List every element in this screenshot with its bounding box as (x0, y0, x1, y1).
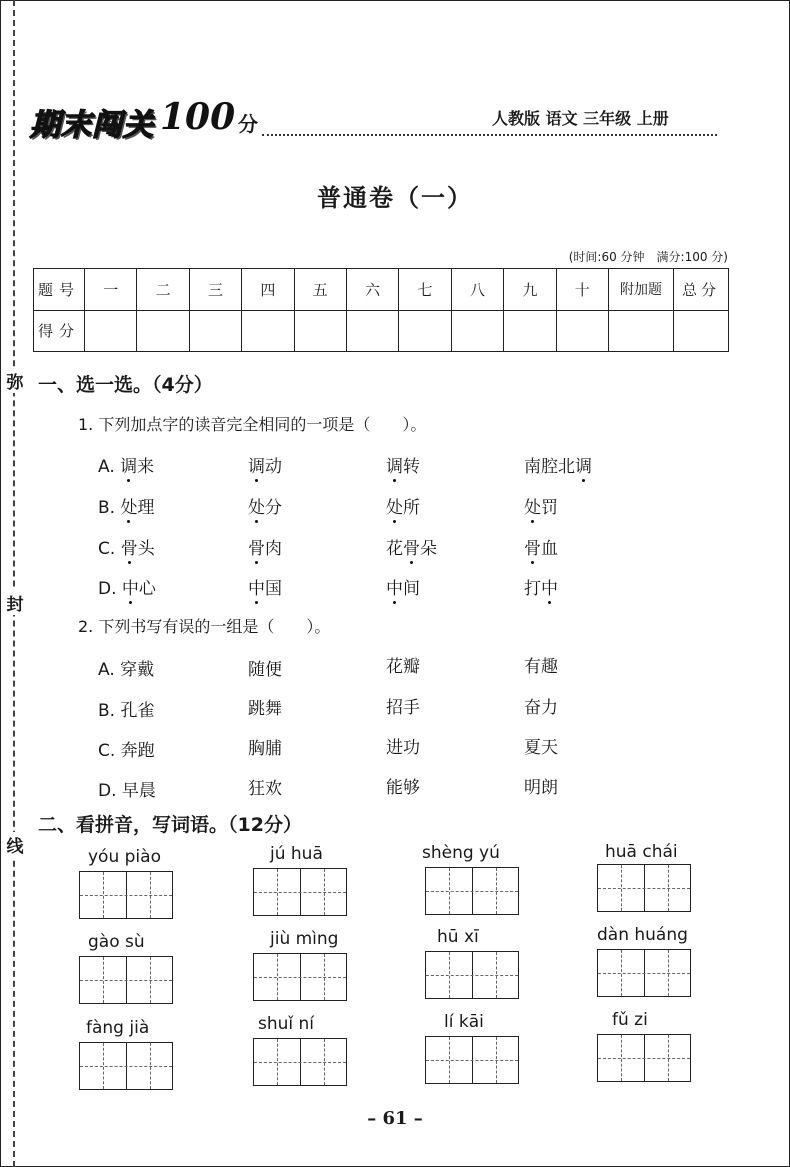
margin-label-xian: 线 (4, 832, 26, 857)
writing-grid[interactable] (597, 949, 691, 997)
column-6: 六 (346, 269, 398, 311)
score-cell[interactable] (85, 310, 137, 352)
writing-grid[interactable] (79, 871, 173, 919)
q1-option-c[interactable]: C. 骨头 (98, 539, 155, 559)
score-table (33, 268, 729, 352)
q2-a-word-2: 随便 (248, 660, 282, 680)
writing-grid[interactable] (425, 1036, 519, 1084)
q1-option-a[interactable]: A. 调来 (98, 457, 155, 477)
q1-option-d[interactable]: D. 中心 (98, 579, 156, 599)
q2-c-word-4: 夏天 (524, 738, 558, 758)
writing-grid[interactable] (597, 864, 691, 912)
header-dotted-line (262, 134, 717, 136)
paper-title: 普通卷（一） (317, 184, 473, 212)
brand-logo: 期末闯关 (30, 108, 154, 143)
score-cell[interactable] (242, 310, 294, 352)
pinyin-label: shèng yú (422, 843, 500, 863)
margin-label-mi: 弥 (4, 368, 26, 393)
score-cell[interactable] (451, 310, 503, 352)
column-8: 八 (451, 269, 503, 311)
pinyin-label: hū xī (437, 927, 479, 947)
score-cell[interactable] (609, 310, 674, 352)
question-2: 2. 下列书写有误的一组是（ ）。 (78, 617, 331, 636)
q1-option-b[interactable]: B. 处理 (98, 498, 155, 518)
cut-line (13, 0, 15, 1167)
q1-a-word-2: 调动 (248, 457, 282, 477)
table-row-label: 题号 (34, 269, 85, 311)
q1-d-word-3: 中间 (386, 579, 420, 599)
q1-c-word-4: 骨血 (524, 539, 558, 559)
column-5: 五 (294, 269, 346, 311)
q1-b-word-3: 处所 (386, 498, 420, 518)
q2-option-c[interactable]: C. 奔跑 (98, 741, 155, 761)
column-3: 三 (189, 269, 241, 311)
pinyin-label: dàn huáng (597, 925, 688, 945)
score-table-score-row (34, 310, 729, 352)
q2-d-word-4: 明朗 (524, 778, 558, 798)
q2-a-word-4: 有趣 (524, 657, 558, 677)
q2-d-word-2: 狂欢 (248, 779, 282, 799)
score-cell[interactable] (189, 310, 241, 352)
table-row-label: 得分 (34, 310, 85, 352)
column-2: 二 (137, 269, 189, 311)
score-cell[interactable] (346, 310, 398, 352)
writing-grid[interactable] (597, 1034, 691, 1082)
q2-b-word-3: 招手 (386, 698, 420, 718)
q1-a-word-3: 调转 (386, 457, 420, 477)
q1-b-word-2: 处分 (248, 498, 282, 518)
q2-c-word-3: 进功 (386, 738, 420, 758)
column-total: 总分 (674, 269, 729, 311)
q2-b-word-2: 跳舞 (248, 699, 282, 719)
q1-c-word-3: 花骨朵 (386, 539, 437, 559)
section-2-title: 二、看拼音，写词语。（12分） (38, 814, 302, 836)
pinyin-label: fǔ zi (612, 1010, 648, 1030)
writing-grid[interactable] (425, 867, 519, 915)
pinyin-label: jú huā (270, 844, 323, 864)
q1-d-word-4: 打中 (524, 579, 558, 599)
column-extra: 附加题 (609, 269, 674, 311)
margin-label-feng: 封 (4, 590, 26, 615)
pinyin-label: shuǐ ní (258, 1014, 315, 1034)
writing-grid[interactable] (253, 953, 347, 1001)
score-cell[interactable] (674, 310, 729, 352)
q2-option-b[interactable]: B. 孔雀 (98, 701, 155, 721)
edition-label: 人教版 语文 三年级 上册 (492, 109, 669, 128)
pinyin-label: gào sù (88, 932, 145, 952)
q2-d-word-3: 能够 (386, 778, 420, 798)
column-1: 一 (85, 269, 137, 311)
score-cell[interactable] (294, 310, 346, 352)
pinyin-label: jiù mìng (270, 929, 339, 949)
score-cell[interactable] (399, 310, 451, 352)
q1-d-word-2: 中国 (248, 579, 282, 599)
score-cell[interactable] (137, 310, 189, 352)
q1-a-word-4: 南腔北调 (524, 457, 592, 477)
time-note: (时间:60 分钟 满分:100 分) (568, 250, 728, 264)
score-cell[interactable] (504, 310, 556, 352)
column-9: 九 (504, 269, 556, 311)
writing-grid[interactable] (425, 951, 519, 999)
section-1-title: 一、选一选。（4分） (38, 374, 213, 396)
q1-b-word-4: 处罚 (524, 498, 558, 518)
pinyin-label: huā chái (605, 842, 678, 862)
writing-grid[interactable] (253, 868, 347, 916)
score-table-header-row (34, 269, 729, 311)
q2-b-word-4: 奋力 (524, 698, 558, 718)
pinyin-label: lí kāi (444, 1012, 484, 1032)
q2-a-word-3: 花瓣 (386, 657, 420, 677)
q2-option-d[interactable]: D. 早晨 (98, 781, 156, 801)
q2-option-a[interactable]: A. 穿戴 (98, 660, 155, 680)
score-cell[interactable] (556, 310, 608, 352)
brand-unit: 分 (238, 112, 258, 136)
pinyin-label: yóu piào (88, 847, 161, 867)
column-10: 十 (556, 269, 608, 311)
question-1: 1. 下列加点字的读音完全相同的一项是（ ）。 (78, 415, 427, 434)
pinyin-label: fàng jià (86, 1018, 150, 1038)
writing-grid[interactable] (79, 1042, 173, 1090)
brand-score: 100 (160, 96, 236, 138)
column-4: 四 (242, 269, 294, 311)
q1-c-word-2: 骨肉 (248, 539, 282, 559)
column-7: 七 (399, 269, 451, 311)
writing-grid[interactable] (79, 956, 173, 1004)
q2-c-word-2: 胸脯 (248, 739, 282, 759)
page-number: – 61 – (367, 1108, 423, 1129)
writing-grid[interactable] (253, 1038, 347, 1086)
